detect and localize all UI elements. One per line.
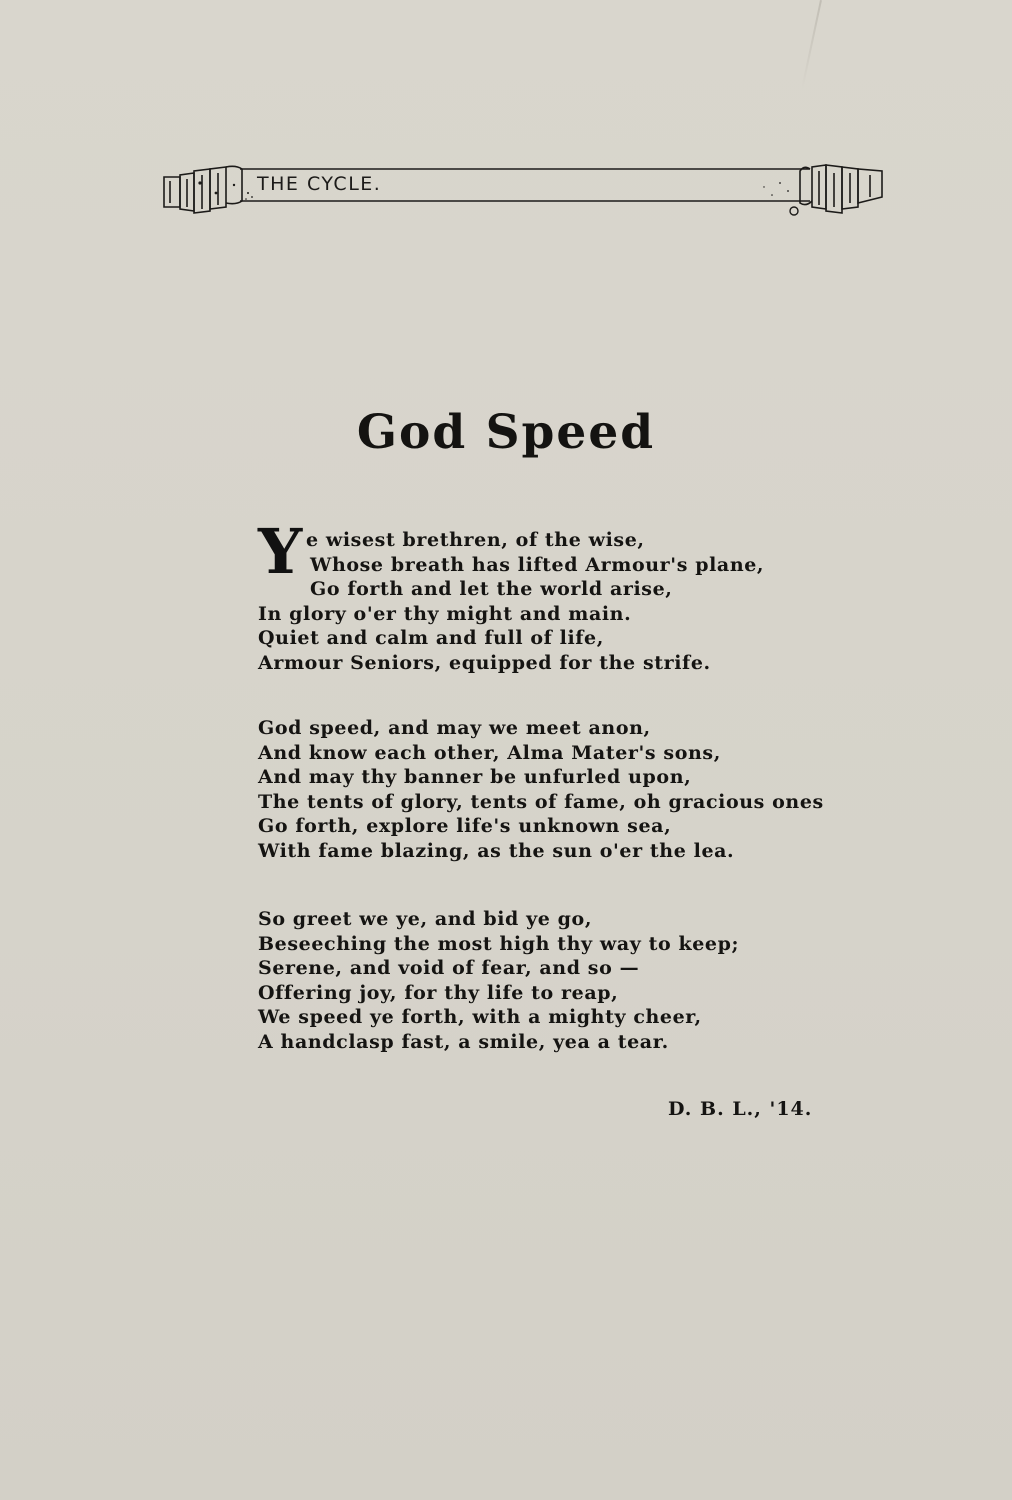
- poem-line: God speed, and may we meet anon,: [258, 717, 651, 739]
- poem-line: In glory o'er thy might and main.: [258, 602, 632, 625]
- poem-line: Armour Seniors, equipped for the strife.: [258, 651, 711, 674]
- poem-line: Offering joy, for thy life to reap,: [258, 981, 619, 1004]
- poem-line: With fame blazing, as the sun o'er the lea.: [258, 839, 735, 862]
- poem-line: And may thy banner be unfurled upon,: [258, 766, 692, 789]
- poem-line: Whose breath has lifted Armour's plane,: [310, 553, 765, 576]
- poem-line: So greet we ye, and bid ye go,: [258, 908, 593, 930]
- poem-line: Serene, and void of fear, and so —: [258, 957, 640, 980]
- stanza-1: [258, 528, 764, 676]
- poem-line: And know each other, Alma Mater's sons,: [258, 741, 721, 764]
- author-signature: D. B. L., '14.: [668, 1098, 813, 1120]
- poem-line: Beseeching the most high thy way to keep;: [258, 932, 740, 955]
- poem-title: God Speed: [356, 405, 656, 460]
- stanza-2: [258, 716, 824, 864]
- running-header-title: THE CYCLE.: [257, 173, 382, 195]
- poem-line: Go forth, explore life's unknown sea,: [258, 815, 672, 838]
- stanza-3: [258, 907, 739, 1055]
- poem-line: A handclasp fast, a smile, yea a tear.: [258, 1030, 669, 1053]
- poem-line: Go forth and let the world arise,: [310, 578, 673, 601]
- drop-cap-letter: Y: [258, 515, 303, 588]
- poem-line: We speed ye forth, with a mighty cheer,: [258, 1006, 702, 1029]
- poem-line: e wisest brethren, of the wise,: [306, 529, 645, 551]
- header-banner: [160, 163, 886, 217]
- poem-line: The tents of glory, tents of fame, oh gracious ones: [258, 790, 824, 813]
- poem-line: Quiet and calm and full of life,: [258, 627, 604, 650]
- paper-fold-mark: [801, 0, 822, 88]
